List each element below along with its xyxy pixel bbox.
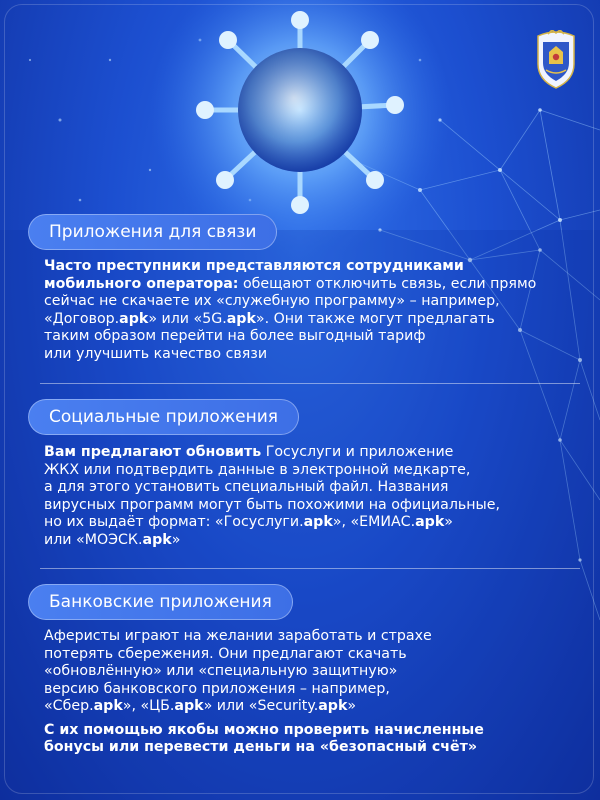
text-line bbox=[44, 722, 564, 740]
text-run: сейчас не скачаете их «служебную программу» – например, bbox=[44, 293, 500, 309]
text-line bbox=[44, 646, 564, 664]
text-run: », «ЕМИАС. bbox=[332, 514, 416, 530]
text-run: ЖКХ или подтвердить данные в электронной медкарте, bbox=[44, 461, 471, 478]
bold-text: apk bbox=[226, 310, 256, 327]
bold-text: мобильного оператора: bbox=[44, 275, 239, 292]
section-body-social-apps bbox=[44, 444, 564, 549]
text-run: или «МОЭСК. bbox=[44, 531, 143, 548]
text-run: но их выдаёт формат: «Госуслуги. bbox=[44, 514, 304, 530]
text-line bbox=[44, 258, 564, 276]
text-run: Аферисты играют на желании заработать и страхе bbox=[44, 628, 432, 644]
text-line bbox=[44, 479, 564, 497]
text-run: «Сбер. bbox=[44, 698, 94, 714]
text-run: версию банковского приложения – например, bbox=[44, 680, 390, 697]
text-run: », «ЦБ. bbox=[122, 698, 175, 714]
text-run: обещают отключить связь, если прямо bbox=[238, 275, 537, 292]
bold-text: apk bbox=[93, 698, 123, 714]
text-run: » или «5G. bbox=[148, 310, 227, 327]
text-line bbox=[44, 462, 564, 480]
text-line bbox=[44, 293, 564, 311]
text-line bbox=[44, 532, 564, 550]
text-line bbox=[44, 311, 564, 329]
text-run: а для этого установить специальный файл. Названия bbox=[44, 479, 449, 495]
section-title-communication-apps: Приложения для связи bbox=[28, 214, 277, 250]
section-title-social-apps: Социальные приложения bbox=[28, 399, 299, 435]
text-run: » или «Security. bbox=[203, 698, 319, 714]
text-line bbox=[44, 628, 564, 646]
text-line bbox=[44, 444, 564, 462]
text-run: » bbox=[347, 698, 357, 714]
text-run: » bbox=[444, 514, 453, 530]
section-title-banking-apps: Банковские приложения bbox=[28, 584, 293, 620]
bold-text: Часто преступники представляются сотрудниками bbox=[44, 258, 464, 274]
section-divider bbox=[40, 568, 580, 569]
bold-text: apk bbox=[303, 514, 333, 530]
text-line bbox=[44, 698, 564, 716]
section-body-communication-apps bbox=[44, 258, 564, 363]
text-run: » bbox=[171, 531, 181, 548]
bold-text: Вам предлагают обновить bbox=[44, 444, 262, 460]
section-body-banking-apps bbox=[44, 628, 564, 757]
text-line bbox=[44, 663, 564, 681]
bold-text: apk bbox=[174, 698, 204, 714]
text-line bbox=[44, 739, 564, 757]
text-line bbox=[44, 514, 564, 532]
text-run: Госуслуги и приложение bbox=[261, 444, 454, 460]
text-line bbox=[44, 681, 564, 699]
text-run: или улучшить качество связи bbox=[44, 345, 268, 362]
bold-text: apk bbox=[119, 310, 149, 327]
text-run: таким образом перейти на более выгодный тариф bbox=[44, 328, 426, 344]
bold-text: apk bbox=[415, 514, 445, 530]
text-line bbox=[44, 328, 564, 346]
text-run: ». Они также могут предлагать bbox=[255, 310, 495, 327]
bold-text: бонусы или перевести деньги на «безопасный счёт» bbox=[44, 739, 478, 755]
text-run: «обновлённую» или «специальную защитную» bbox=[44, 663, 398, 679]
text-line bbox=[44, 497, 564, 515]
text-run: «Договор. bbox=[44, 310, 120, 327]
section-divider bbox=[40, 383, 580, 384]
text-run: потерять сбережения. Они предлагают скачать bbox=[44, 645, 407, 662]
bold-text: apk bbox=[142, 531, 172, 548]
text-line bbox=[44, 276, 564, 294]
text-line bbox=[44, 346, 564, 364]
bold-text: С их помощью якобы можно проверить начисленные bbox=[44, 721, 484, 738]
bold-text: apk bbox=[318, 698, 348, 714]
coat-of-arms-emblem bbox=[530, 30, 582, 90]
text-run: вирусных программ могут быть похожими на официальные, bbox=[44, 496, 500, 513]
